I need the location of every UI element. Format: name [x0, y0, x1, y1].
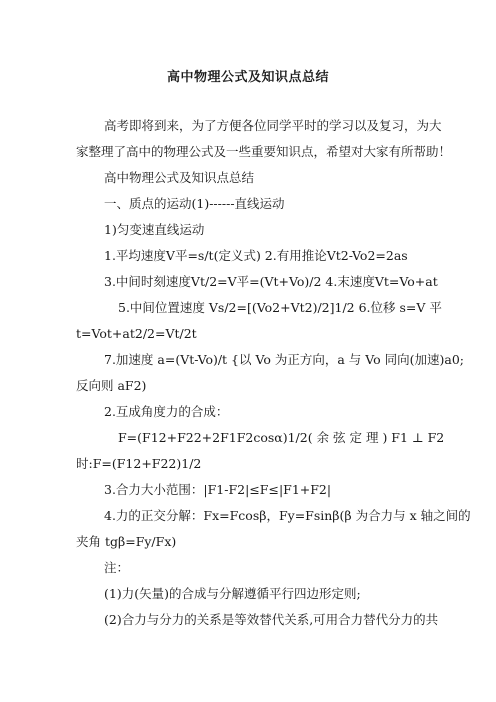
- formula-line: 4.力的正交分解：Fx=Fcosβ，Fy=Fsinβ(β 为合力与 x 轴之间的: [104, 508, 471, 523]
- formula-line: 反向则 aF2): [76, 378, 147, 393]
- note-line: (1)力(矢量)的合成与分解遵循平行四边形定则;: [104, 586, 361, 601]
- formula-line: F=(F12+F22+2F1F2cosα)1/2( 余 弦 定 理 ) F1 ⊥ F2: [118, 430, 445, 445]
- subsection-heading: 2.互成角度力的合成：: [104, 404, 229, 419]
- formula-line: 3.中间时刻速度Vt/2=V平=(Vt+Vo)/2 4.末速度Vt=Vo+at: [104, 274, 438, 289]
- page-title: 高中物理公式及知识点总结: [166, 70, 329, 85]
- formula-line: 3.合力大小范围：|F1-F2|≤F≤|F1+F2|: [104, 482, 332, 497]
- paragraph-line: 高考即将到来，为了方便各位同学平时的学习以及复习，为大: [104, 118, 442, 133]
- formula-line: 时:F=(F12+F22)1/2: [76, 456, 202, 471]
- formula-line: 5.中间位置速度 Vs/2=[(Vo2+Vt2)/2]1/2 6.位移 s=V 平: [118, 300, 442, 315]
- formula-line: 1.平均速度V平=s/t(定义式) 2.有用推论Vt2-Vo2=2as: [104, 248, 408, 263]
- subsection-heading: 1)匀变速直线运动: [104, 222, 205, 237]
- note-heading: 注：: [104, 560, 130, 575]
- section-heading: 高中物理公式及知识点总结: [104, 170, 255, 185]
- paragraph-line: 家整理了高中的物理公式及一些重要知识点，希望对大家有所帮助！: [76, 144, 452, 159]
- section-heading: 一、质点的运动(1)------直线运动: [104, 196, 285, 211]
- note-line: (2)合力与分力的关系是等效替代关系,可用合力替代分力的共: [104, 612, 439, 627]
- formula-line: 7.加速度 a=(Vt-Vo)/t {以 Vo 为正方向，a 与 Vo 同向(加速)a0;: [104, 352, 465, 367]
- formula-line: t=Vot+at2/2=Vt/2t: [76, 326, 197, 341]
- formula-line: 夹角 tgβ=Fy/Fx): [76, 534, 177, 549]
